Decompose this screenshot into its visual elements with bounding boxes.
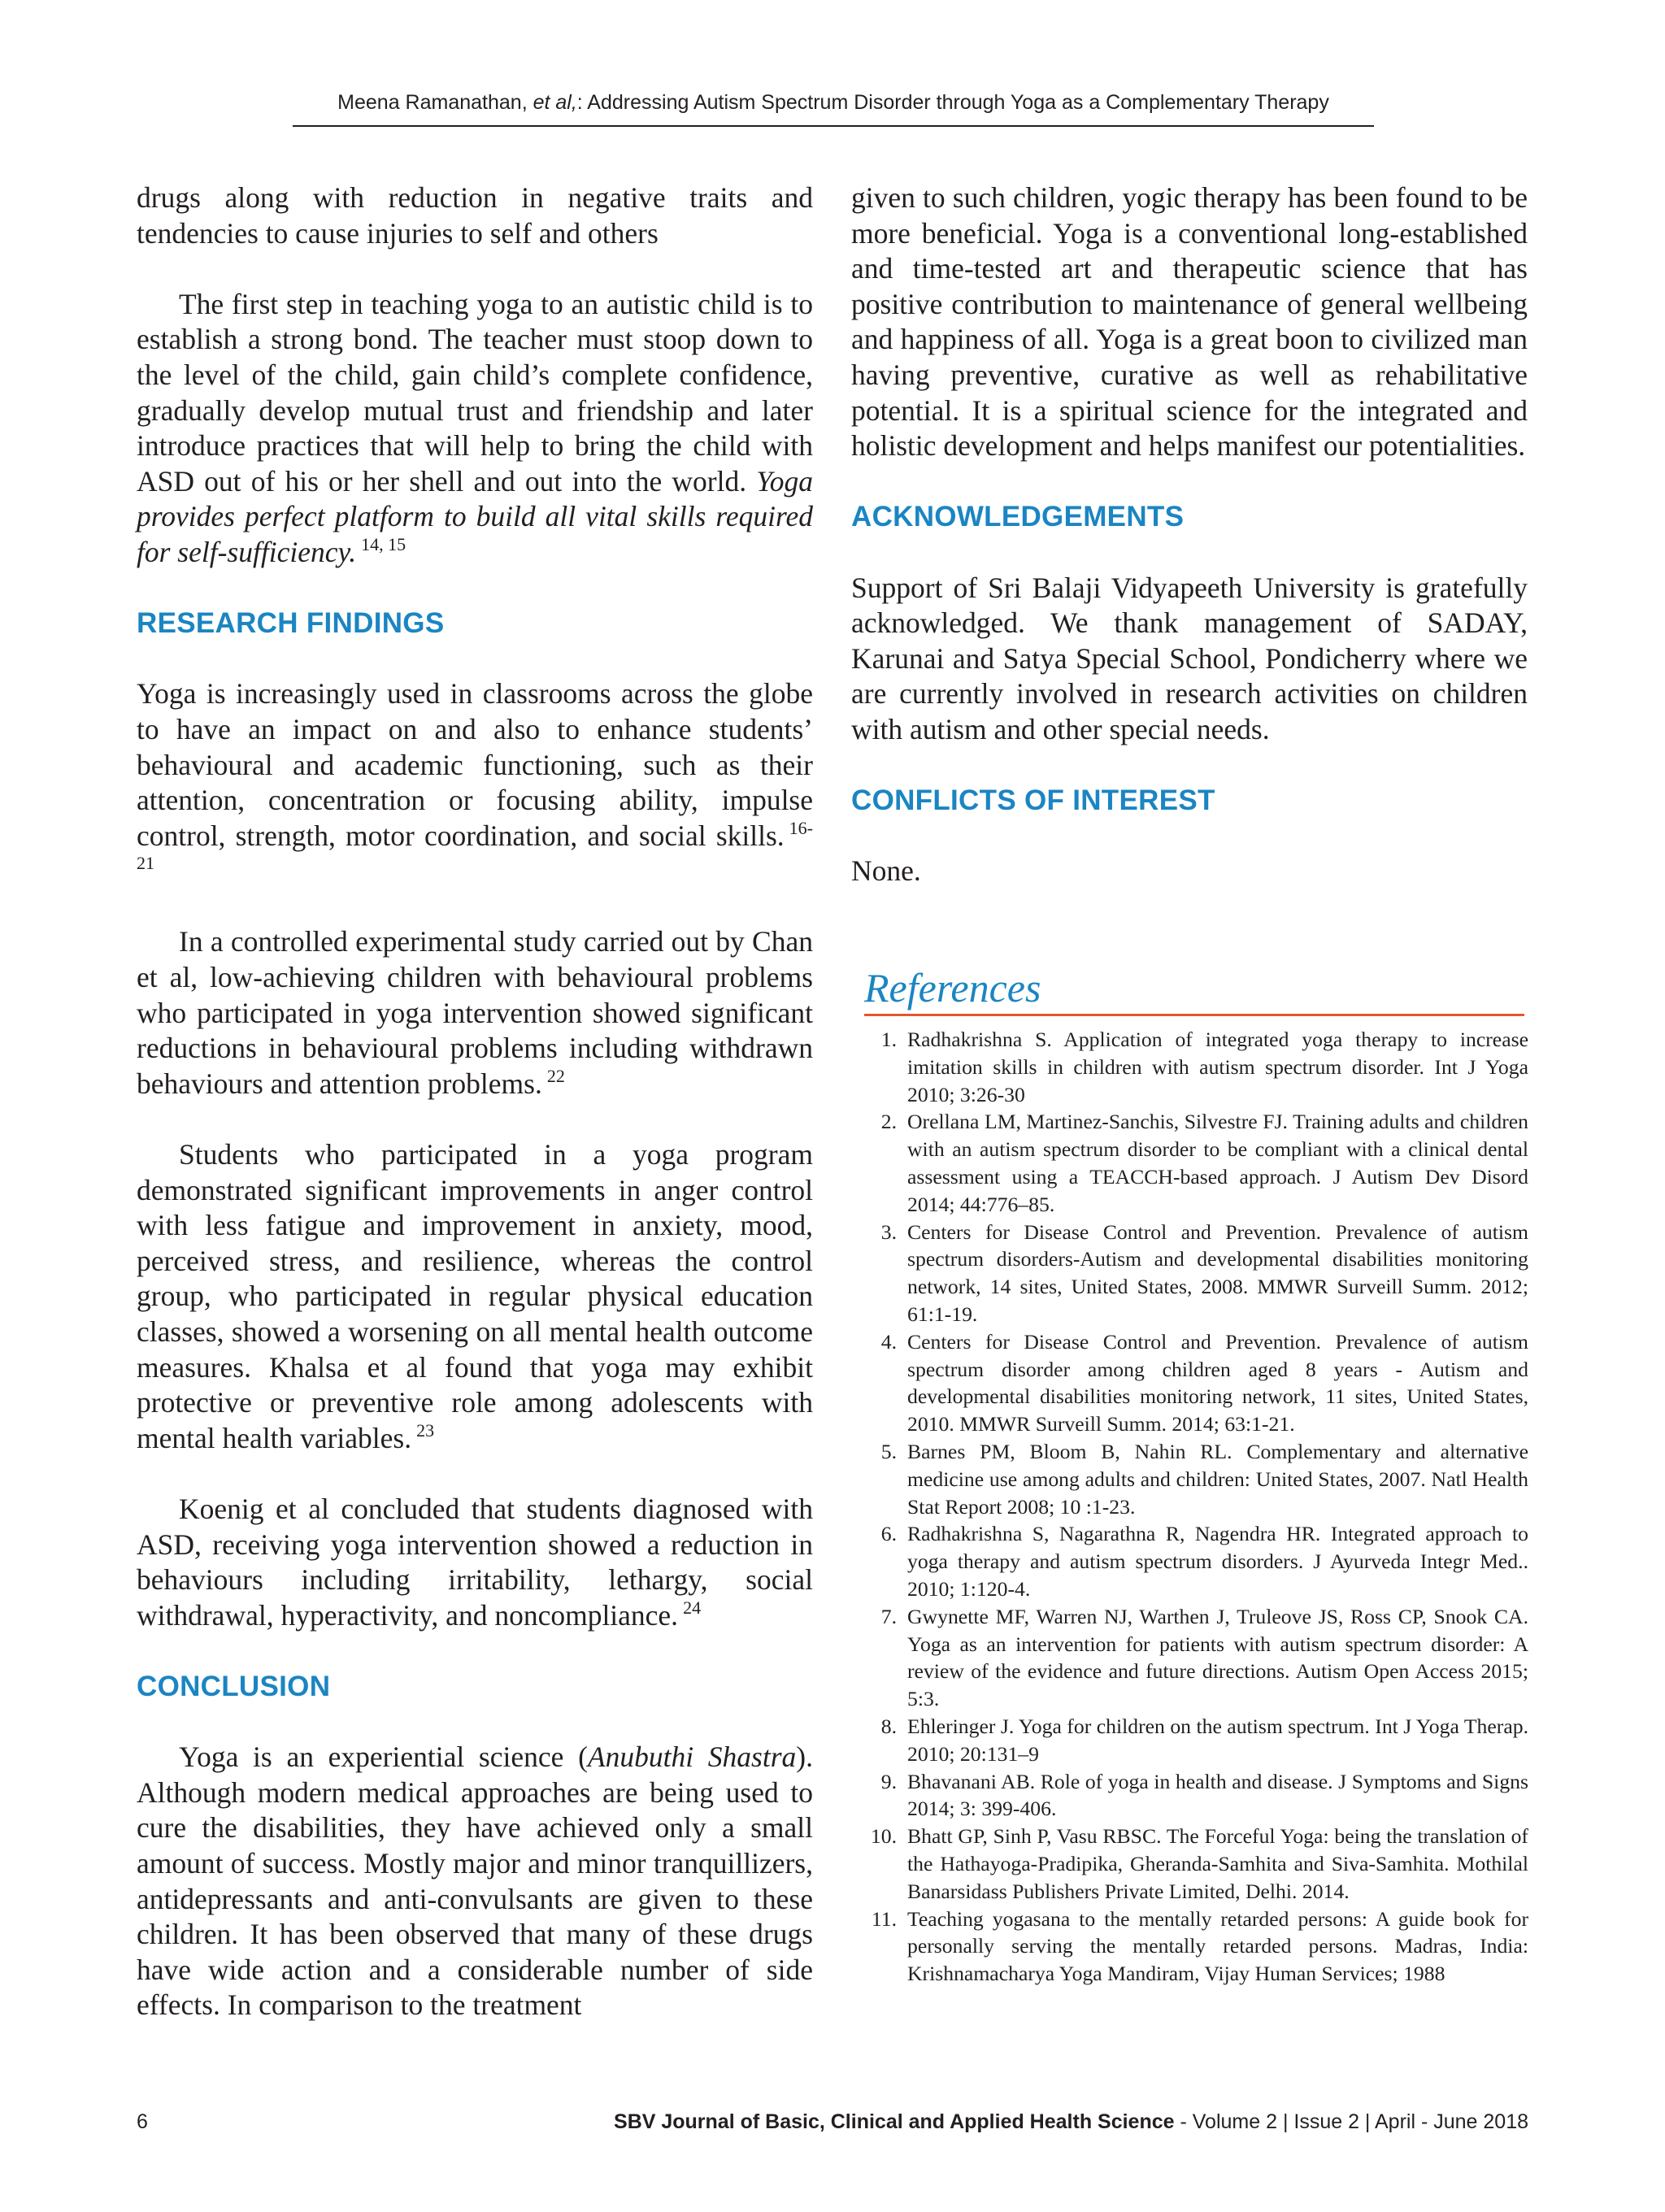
journal-name: SBV Journal of Basic, Clinical and Applied Health Science [614, 2110, 1175, 2133]
reference-item [860, 1108, 1528, 1218]
paragraph-first-step [137, 287, 813, 571]
reference-text: Radhakrishna S, Nagarathna R, Nagendra HR. Integrated approach to yoga therapy and autism spectrum disorders. J Ayurveda Integr Med.. 2010; 1:120-4. [907, 1522, 1528, 1601]
reference-number: 7. [880, 1604, 897, 1628]
spacer [851, 748, 1528, 784]
paragraph-first-step-italic: Yoga provides perfect platform to build all vital skills required for self-sufficiency. [137, 464, 813, 568]
page-number: 6 [137, 2110, 148, 2133]
heading-conflicts-of-interest: CONFLICTS OF INTEREST [851, 784, 1215, 817]
spacer [851, 535, 1528, 571]
reference-number: 10. [870, 1824, 897, 1849]
reference-text: Bhatt GP, Sinh P, Vasu RBSC. The Forceful Yoga: being the translation of the Hathayoga-Pradipika, Gheranda-Samhita and Siva-Samhita. Mothilal Banarsidass Publishers Private Limited, Delhi. 2014. [907, 1824, 1528, 1903]
reference-number: 8. [880, 1714, 897, 1738]
paragraph-controlled-study-text: In a controlled experimental study carried out by Chan et al, low-achieving children with behavioural problems who participated in yoga intervention showed significant reductions in behavioural problems including withdrawn behaviours and attention problems. [137, 925, 813, 1100]
paragraph-first-step-text: The first step in teaching yoga to an autistic child is to establish a strong bond. The teacher must stoop down to the level of the child, gain child’s complete confidence, gradually develop mutual trust and friendship and later introduce practices that will help to bring the child with ASD out of his or her shell and out into the world. [137, 287, 813, 498]
reference-item [860, 1823, 1528, 1905]
spacer [137, 641, 813, 677]
reference-item [860, 1603, 1528, 1713]
journal-footer [512, 2110, 1528, 2134]
left-column [137, 180, 813, 2023]
citation-16-21: 16-21 [137, 817, 813, 874]
reference-item [860, 1520, 1528, 1602]
reference-number: 3. [880, 1219, 897, 1244]
spacer [137, 1633, 813, 1669]
running-header [293, 91, 1374, 115]
paragraph-conflicts: None. [851, 854, 921, 888]
reference-item [860, 1713, 1528, 1768]
paragraph-conclusion [137, 1740, 813, 2023]
reference-text: Radhakrishna S. Application of integrated yoga therapy to increase imitation skills in children with autism spectrum disorder. Int J Yoga 2010; 3:26-30 [907, 1028, 1528, 1106]
header-et-al: et al, [533, 91, 577, 114]
paragraph-students-program [137, 1137, 813, 1456]
reference-number: 11. [871, 1906, 897, 1931]
heading-conclusion: CONCLUSION [137, 1670, 331, 1702]
reference-number: 2. [880, 1110, 897, 1134]
reference-item [860, 1219, 1528, 1328]
reference-item [860, 1328, 1528, 1438]
paragraph-conclusion-start: Yoga is an experiential science ( [179, 1740, 588, 1774]
header-article-title: : Addressing Autism Spectrum Disorder through Yoga as a Complementary Therapy [576, 91, 1329, 114]
paragraph-students-program-text: Students who participated in a yoga program demonstrated significant improvements in anger control with less fatigue and improvement in anxiety, mood, perceived stress, and resilience, whereas the control group, who participated in regular physical education classes, showed a worsening on all mental health outcome measures. Khalsa et al found that yoga may exhibit protective or preventive role among adolescents with mental health variables. [137, 1138, 813, 1454]
reference-number: 4. [880, 1329, 897, 1354]
paragraph-yoga-classrooms-text: Yoga is increasingly used in classrooms across the globe to have an impact on and also to enhance students’ behavioural and academic functioning, such as their attention, concentration or focusing ability, impulse control, strength, motor coordination, and social skills. [137, 677, 813, 852]
paragraph-koenig-text: Koenig et al concluded that students diagnosed with ASD, receiving yoga intervention showed a reduction in behaviours including irritability, lethargy, social withdrawal, hyperactivity, and noncompliance. [137, 1492, 813, 1632]
reference-number: 9. [880, 1769, 897, 1793]
reference-text: Orellana LM, Martinez-Sanchis, Silvestre FJ. Training adults and children with an autism spectrum disorder to be compliant with a clinical dental assessment using a TEACCH-based approach. J Autism Dev Disord 2014; 44:776–85. [907, 1110, 1528, 1216]
reference-text: Ehleringer J. Yoga for children on the autism spectrum. Int J Yoga Therap. 2010; 20:131–9 [907, 1714, 1528, 1766]
paragraph-koenig [137, 1492, 813, 1633]
spacer [851, 464, 1528, 500]
reference-number: 5. [880, 1439, 897, 1463]
reference-text: Centers for Disease Control and Prevention. Prevalence of autism spectrum disorder among children aged 8 years - Autism and developmental disabilities monitoring network, 11 sites, United States, 2010. MMWR Surveill Summ. 2014; 63:1-21. [907, 1329, 1528, 1436]
paragraph-yoga-classrooms [137, 676, 813, 889]
spacer [851, 819, 1528, 854]
heading-acknowledgements: ACKNOWLEDGEMENTS [851, 501, 1185, 533]
paragraph-acknowledgements: Support of Sri Balaji Vidyapeeth University is gratefully acknowledged. We thank management of SADAY, Karunai and Satya Special School, Pondicherry where we are currently involved in research activities on children with autism and other special needs. [851, 571, 1528, 745]
spacer [137, 571, 813, 606]
references-title: References [864, 965, 1524, 1016]
reference-text: Bhavanani AB. Role of yoga in health and disease. J Symptoms and Signs 2014; 3: 399-406. [907, 1769, 1528, 1821]
heading-research-findings: RESEARCH FINDINGS [137, 607, 445, 640]
citation-24: 24 [683, 1597, 702, 1618]
citation-14-15: 14, 15 [361, 533, 406, 554]
paragraph-controlled-study [137, 924, 813, 1102]
reference-item [860, 1026, 1528, 1108]
reference-text: Centers for Disease Control and Prevention. Prevalence of autism spectrum disorders-Autism and developmental disabilities monitoring network, 14 sites, United States, 2008. MMWR Surveill Summ. 2012; 61:1-19. [907, 1219, 1528, 1326]
issue-info: - Volume 2 | Issue 2 | April - June 2018 [1174, 2110, 1528, 2133]
reference-item [860, 1438, 1528, 1520]
paragraph-conclusion-rest: ). Although modern medical approaches are being used to cure the disabilities, they have achieved only a small amount of success. Mostly major and minor tranquillizers, antidepressants and anti-convulsants are given to these children. It has been observed that many of these drugs have wide action and a considerable number of side effects. In comparison to the treatment [137, 1740, 813, 2022]
reference-text: Teaching yogasana to the mentally retarded persons: A guide book for personally serving the mentally retarded persons. Madras, India: Krishnamacharya Yoga Mandiram, Vijay Human Services; 1988 [907, 1906, 1528, 1986]
header-rule [293, 125, 1374, 127]
header-author: Meena Ramanathan, [337, 91, 533, 114]
reference-text: Barnes PM, Bloom B, Nahin RL. Complementary and alternative medicine use among adults and children: United States, 2007. Natl Health Stat Report 2008; 10 :1-23. [907, 1439, 1528, 1519]
reference-text: Gwynette MF, Warren NJ, Warthen J, Truleove JS, Ross CP, Snook CA. Yoga as an intervention for patients with autism spectrum disorder: A review of the evidence and future directions. Autism Open Access 2015; 5:3. [907, 1604, 1528, 1711]
term-anubuthi-shastra: Anubuthi Shastra [587, 1740, 797, 1774]
paragraph-drugs: drugs along with reduction in negative traits and tendencies to cause injuries to self and others [137, 181, 813, 250]
citation-22: 22 [546, 1065, 565, 1086]
reference-number: 6. [880, 1522, 897, 1546]
reference-item [860, 1906, 1528, 1988]
paragraph-yogic-therapy: given to such children, yogic therapy has been found to be more beneficial. Yoga is a conventional long-established and time-tested art and therapeutic science that has positive contribution to maintenance of general wellbeing and happiness of all. Yoga is a great boon to civilized man having preventive, curative as well as rehabilitative potential. It is a spiritual science for the integrated and holistic development and helps manifest our potentialities. [851, 181, 1528, 463]
reference-number: 1. [880, 1028, 897, 1051]
reference-item [860, 1768, 1528, 1823]
spacer [137, 1705, 813, 1740]
right-column [851, 180, 1528, 889]
citation-23: 23 [416, 1419, 435, 1441]
reference-list [860, 1026, 1528, 1988]
